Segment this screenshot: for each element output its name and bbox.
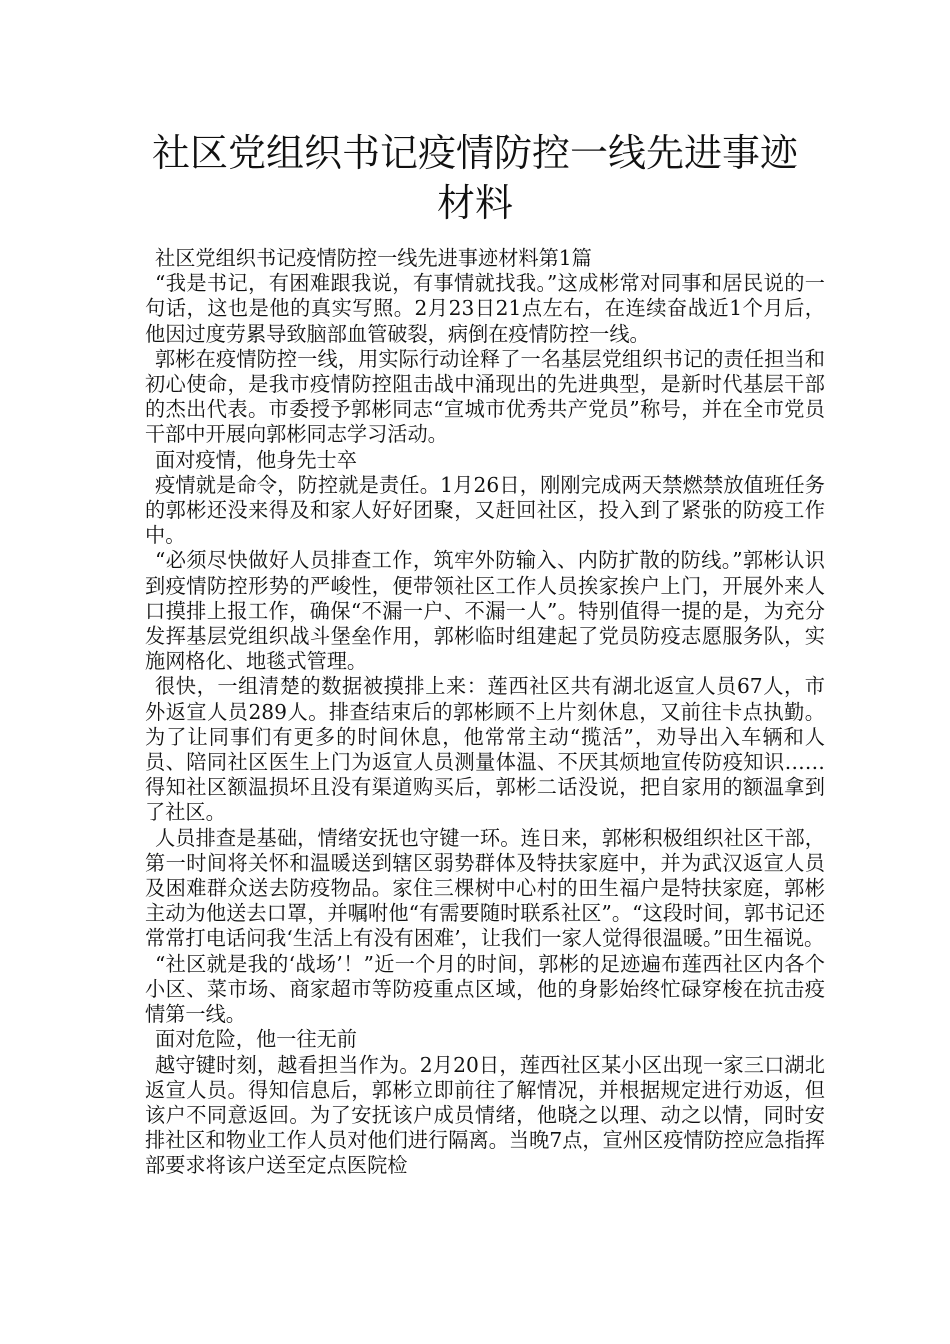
paragraph: 越守键时刻，越看担当作为。2月20日，莲西社区某小区出现一家三口湖北返宣人员。得知信息后，郭彬立即前往了解情况，并根据规定进行劝返，但该户不同意返回。为了安抚该户成员情绪，他晓之以理、动之以情，同时安排社区和物业工作人员对他们进行隔离。当晚7点，宣州区疫情防控应急指挥部要求将该户送至定点医院检 — [145, 1052, 825, 1178]
section-subheading: 面对危险，他一往无前 — [155, 1027, 357, 1052]
paragraph: “必须尽快做好人员排查工作，筑牢外防输入、内防扩散的防线。”郭彬认识到疫情防控形势的严峻性，便带领社区工作人员挨家挨户上门，开展外来人口摸排上报工作，确保“不漏一户、不漏一人”。特别值得一提的是，为充分发挥基层党组织战斗堡垒作用，郭彬临时组建起了党员防疫志愿服务队，实施网格化、地毯式管理。 — [145, 548, 825, 674]
paragraph: “我是书记，有困难跟我说，有事情就找我。”这成彬常对同事和居民说的一句话，这也是他的真实写照。2月23日21点左右，在连续奋战近1个月后，他因过度劳累导致脑部血管破裂，病倒在疫情防控一线。 — [145, 271, 825, 346]
section-heading: 社区党组织书记疫情防控一线先进事迹材料第1篇 — [155, 246, 592, 270]
paragraph: 郭彬在疫情防控一线，用实际行动诠释了一名基层党组织书记的责任担当和初心使命，是我市疫情防控阻击战中涌现出的先进典型，是新时代基层干部的杰出代表。市委授予郭彬同志“宣城市优秀共产党员”称号，并在全市党员干部中开展向郭彬同志学习活动。 — [145, 346, 825, 447]
section-subheading: 面对疫情，他身先士卒 — [155, 447, 357, 472]
paragraph: “社区就是我的‘战场’！”近一个月的时间，郭彬的足迹遍布莲西社区内各个小区、菜市场、商家超市等防疫重点区域，他的身影始终忙碌穿梭在抗击疫情第一线。 — [145, 951, 825, 1027]
document-body — [145, 246, 825, 1179]
paragraph: 很快，一组清楚的数据被摸排上来：莲西社区共有湖北返宣人员67人，市外返宣人员289人。排查结束后的郭彬顾不上片刻休息，又前往卡点执勤。为了让同事们有更多的时间休息，他常常主动“揽活”，劝导出入车辆和人员、陪同社区医生上门为返宣人员测量体温、不厌其烦地宣传防疫知识……得知社区额温损坏且没有渠道购买后，郭彬二话没说，把自家用的额温拿到了社区。 — [145, 674, 825, 825]
paragraph: 疫情就是命令，防控就是责任。1月26日，刚刚完成两天禁燃禁放值班任务的郭彬还没来得及和家人好好团聚，又赶回社区，投入到了紧张的防疫工作中。 — [145, 472, 825, 548]
paragraph: 人员排查是基础，情绪安抚也守键一环。连日来，郭彬积极组织社区干部，第一时间将关怀和温暖送到辖区弱势群体及特扶家庭中，并为武汉返宣人员及困难群众送去防疫物品。家住三棵树中心村的田生福户是特扶家庭，郭彬主动为他送去口罩，并嘱咐他“有需要随时联系社区”。“这段时间，郭书记还常常打电话问我‘生活上有没有困难’，让我们一家人觉得很温暖。”田生福说。 — [145, 825, 825, 951]
document-title: 社区党组织书记疫情防控一线先进事迹材料 — [151, 131, 798, 225]
